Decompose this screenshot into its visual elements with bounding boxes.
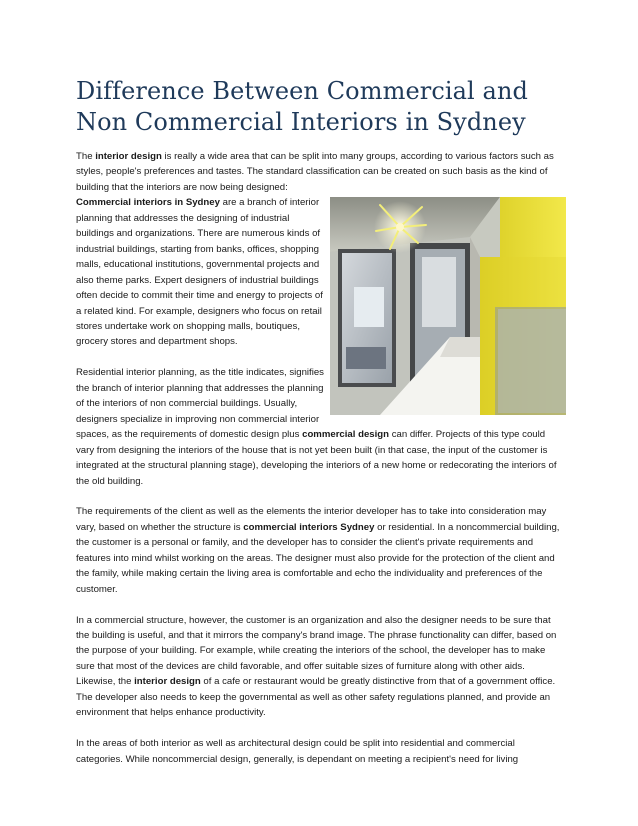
paragraph-intro — [76, 149, 562, 195]
text-run: of a cafe or restaurant would be greatly distinctive from that of a government office. The developer also needs to keep the governmental as well as other safety regulations planned, and provide an environment that helps enhance productivity. — [76, 676, 556, 719]
paragraph-commercial-structure — [76, 613, 562, 721]
text-run: or residential. In a noncommercial building, the customer is a personal or family, and the developer has to consider the client's private requirements and features into mind whilst working on the areas. The designer must also provide for the protection of the client and the family, while making certain the living area is comfortable and echo the individuality and preferences of the customer. — [76, 521, 560, 595]
keyword-commercial-design: commercial design — [302, 429, 390, 441]
interior-photo — [330, 197, 566, 415]
text-run: is really a wide area that can be split into many groups, according to various factors such as styles, people's preferences and tastes. The standard classification can be created on such basis as the kind of building that the interiors are now being designed: — [76, 151, 554, 193]
text-run: are a branch of interior planning that addresses the designing of industrial buildings and organizations. There are numerous kinds of industrial buildings, starting from banks, offices, shopping malls, educational institutions, governmental projects and also theme parks. Expert designers of industrial buildings often decide to commit their time and energy to projects of a related kind. For example, designers who focus on retail stores undertake work on shopping malls, boutiques, grocery stores and department shops. — [76, 197, 323, 348]
paragraph-categories — [76, 736, 562, 767]
keyword-commercial-interiors: Commercial interiors in Sydney — [76, 197, 220, 209]
keyword-interior-design: interior design — [134, 676, 201, 688]
keyword-interior-design: interior design — [95, 151, 162, 162]
page-title: Difference Between Commercial and Non Commercial Interiors in Sydney — [76, 77, 528, 136]
office-corridor-image — [330, 197, 566, 415]
text-run: In the areas of both interior as well as architectural design could be split into residential and commercial categories. While noncommercial design, generally, is dependant on meeting a recipient's need for living — [76, 738, 519, 765]
text-run: The — [76, 151, 96, 162]
text-run: can differ. Projects of this type could vary from designing the interiors of the house that is not yet been built (in that case, the input of the customer is integrated at the structural planning stage), developing the interiors of a new home or redecorating the interiors of the old building. — [76, 429, 557, 487]
text-run: In a commercial structure, however, the customer is an organization and also the designer needs to be sure that the building is useful, and that it mirrors the company's brand image. The phrase functionality can differ, based on the purpose of your building. For example, while creating the interiors of the school, the developer has to make sure that most of the devices are child favorable, and offer suitable sizes of furniture along with other aids. Likewise, the — [76, 614, 557, 688]
document-page — [76, 76, 562, 767]
text-run: Residential interior planning, as the title indicates, signifies the branch of interior planning that addresses the planning of the interiors of non commercial buildings. Usually, designers specialize in improving non commercial interior spaces, as the requirements of domestic design plus — [76, 367, 324, 441]
keyword-commercial-interiors-sydney: commercial interiors Sydney — [243, 521, 375, 533]
paragraph-client-requirements — [76, 504, 562, 597]
text-run: The requirements of the client as well as the elements the interior developer has to take into consideration may vary, based on whether the structure is — [76, 506, 547, 533]
